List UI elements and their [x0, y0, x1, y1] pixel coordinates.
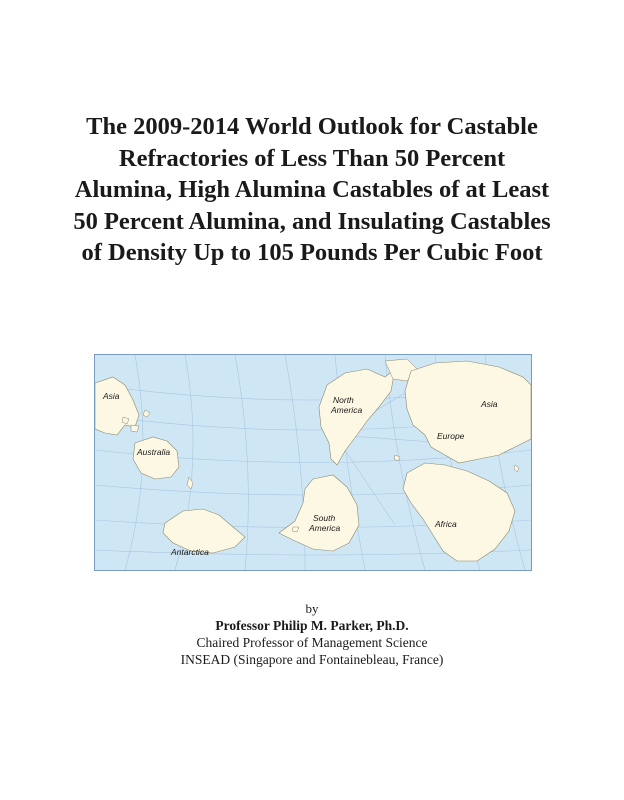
label-australia: Australia	[137, 447, 171, 457]
author-name: Professor Philip M. Parker, Ph.D.	[215, 618, 409, 633]
label-asia-right: Asia	[481, 399, 498, 409]
author-institution: INSEAD (Singapore and Fontainebleau, France)	[180, 652, 444, 667]
africa-landmass	[403, 463, 515, 561]
title-line-4: 50 Percent Alumina, and Insulating Castables	[73, 207, 551, 235]
label-south-america-2: America	[309, 523, 341, 533]
title-line-3: Alumina, High Alumina Castables of at Least	[74, 176, 550, 203]
label-africa: Africa	[435, 519, 457, 529]
title-line-1: The 2009-2014 World Outlook for Castable	[86, 113, 538, 140]
new-zealand	[187, 477, 193, 489]
byline	[40, 600, 584, 668]
label-antarctica: Antarctica	[171, 547, 209, 557]
title-line-5: of Density Up to 105 Pounds Per Cubic Foot	[81, 239, 543, 266]
world-map-graphic	[95, 355, 531, 570]
label-asia-left: Asia	[103, 391, 120, 401]
book-title	[40, 111, 584, 269]
title-line-2: Refractories of Less Than 50 Percent	[118, 144, 506, 172]
label-north-america-1: North	[333, 395, 354, 405]
north-america-landmass	[319, 369, 395, 465]
author-position: Chaired Professor of Management Science	[196, 635, 428, 650]
label-north-america-2: America	[331, 405, 363, 415]
label-south-america-1: South	[313, 513, 336, 523]
byline-by: by	[305, 601, 319, 616]
australia-landmass	[133, 437, 179, 479]
label-europe: Europe	[437, 431, 465, 441]
eurasia-landmass	[405, 361, 531, 463]
world-map	[94, 354, 532, 571]
